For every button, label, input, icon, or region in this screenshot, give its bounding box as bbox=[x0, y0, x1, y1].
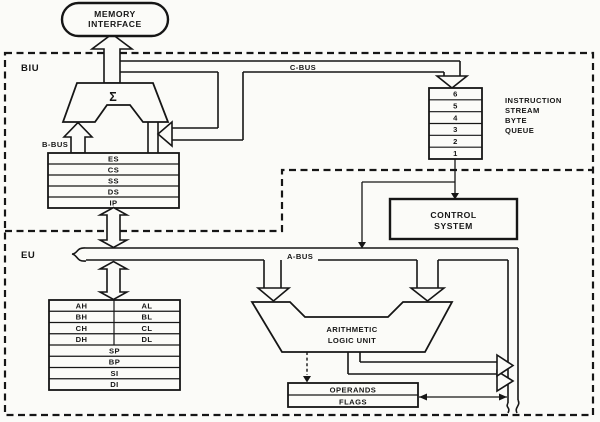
eu-register-si: SI bbox=[110, 368, 119, 378]
alu-label-line1: ARITHMETIC bbox=[326, 325, 378, 334]
memory-interface-label-line2: INTERFACE bbox=[88, 19, 142, 29]
eu-register-cl: CL bbox=[141, 323, 153, 333]
b-bus-label: B-BUS bbox=[42, 140, 69, 149]
queue-cell-6: 6 bbox=[453, 89, 458, 99]
eu-register-ah: AH bbox=[75, 301, 88, 311]
segment-register-es: ES bbox=[107, 154, 120, 164]
queue-caption-line1: INSTRUCTION bbox=[505, 96, 562, 105]
flags-label: FLAGS bbox=[339, 397, 367, 407]
alu-label-line2: LOGIC UNIT bbox=[327, 336, 377, 345]
queue-cell-4: 4 bbox=[453, 113, 458, 123]
queue-cell-2: 2 bbox=[453, 137, 458, 146]
memory-interface-label-line1: MEMORY bbox=[94, 9, 136, 19]
a-bus-label: A-BUS bbox=[287, 252, 314, 261]
eu-register-bp: BP bbox=[108, 357, 121, 367]
eu-register-al: AL bbox=[141, 301, 153, 311]
segment-register-ip: IP bbox=[109, 198, 118, 208]
control-system-label-line1: CONTROL bbox=[430, 210, 477, 220]
eu-register-bl: BL bbox=[141, 312, 153, 322]
segment-register-cs: CS bbox=[107, 165, 120, 175]
segment-register-ds: DS bbox=[107, 187, 120, 197]
queue-caption-line2: STREAM bbox=[505, 106, 540, 115]
sigma-adder-symbol: Σ bbox=[109, 90, 117, 104]
eu-register-di: DI bbox=[110, 380, 119, 390]
queue-cell-1: 1 bbox=[453, 148, 458, 158]
control-system-label-line2: SYSTEM bbox=[434, 221, 473, 231]
eu-register-bh: BH bbox=[75, 312, 88, 322]
eu-register-dl: DL bbox=[141, 335, 153, 345]
queue-cell-5: 5 bbox=[453, 101, 458, 111]
eu-label: EU bbox=[21, 250, 36, 261]
eu-register-sp: SP bbox=[108, 346, 121, 356]
queue-caption-line4: QUEUE bbox=[505, 126, 535, 135]
queue-cell-3: 3 bbox=[453, 125, 458, 135]
eu-register-ch: CH bbox=[75, 323, 88, 333]
segment-register-ss: SS bbox=[107, 176, 120, 186]
biu-label: BIU bbox=[21, 63, 40, 74]
queue-caption-line3: BYTE bbox=[505, 116, 528, 125]
c-bus-label: C-BUS bbox=[289, 63, 317, 72]
eu-register-dh: DH bbox=[75, 335, 88, 345]
operands-label: OPERANDS bbox=[329, 385, 377, 395]
